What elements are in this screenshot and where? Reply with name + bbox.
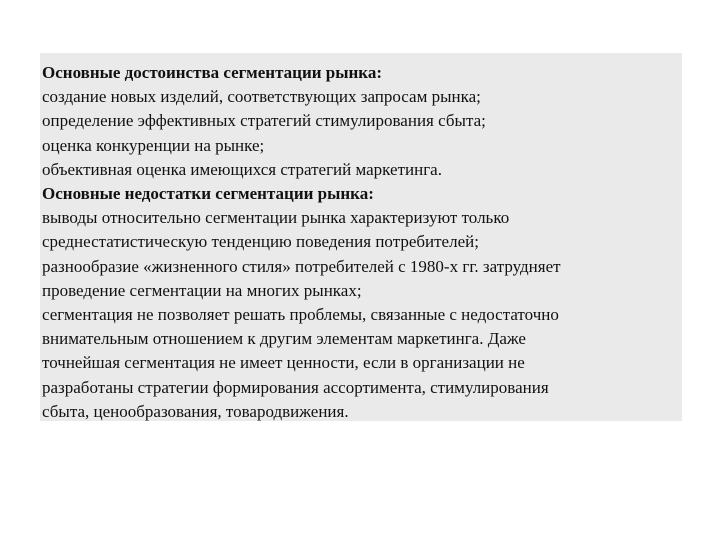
disadvantages-line: разнообразие «жизненного стиля» потребителей с 1980-х гг. затрудняет <box>42 256 561 276</box>
advantages-line: определение эффективных стратегий стимулирования сбыта; <box>42 111 486 131</box>
text-block <box>40 53 682 421</box>
disadvantages-line: точнейшая сегментация не имеет ценности, если в организации не <box>42 353 525 373</box>
advantages-line: создание новых изделий, соответствующих запросам рынка; <box>42 87 481 107</box>
disadvantages-line: среднестатистическую тенденцию поведения потребителей; <box>42 232 479 252</box>
disadvantages-heading: Основные недостатки сегментации рынка: <box>42 184 374 204</box>
disadvantages-line: внимательным отношением к другим элементам маркетинга. Даже <box>42 329 526 349</box>
advantages-line: оценка конкуренции на рынке; <box>42 135 265 155</box>
advantages-line: объективная оценка имеющихся стратегий маркетинга. <box>42 159 442 179</box>
advantages-heading: Основные достоинства сегментации рынка: <box>42 63 382 82</box>
disadvantages-line: сегментация не позволяет решать проблемы, связанные с недостаточно <box>42 305 559 325</box>
disadvantages-line: выводы относительно сегментации рынка характеризуют только <box>42 208 510 228</box>
disadvantages-line: проведение сегментации на многих рынках; <box>42 280 362 300</box>
disadvantages-line: разработаны стратегии формирования ассортимента, стимулирования <box>42 377 549 397</box>
disadvantages-line: сбыта, ценообразования, товародвижения. <box>42 401 349 421</box>
text-body <box>42 61 672 421</box>
